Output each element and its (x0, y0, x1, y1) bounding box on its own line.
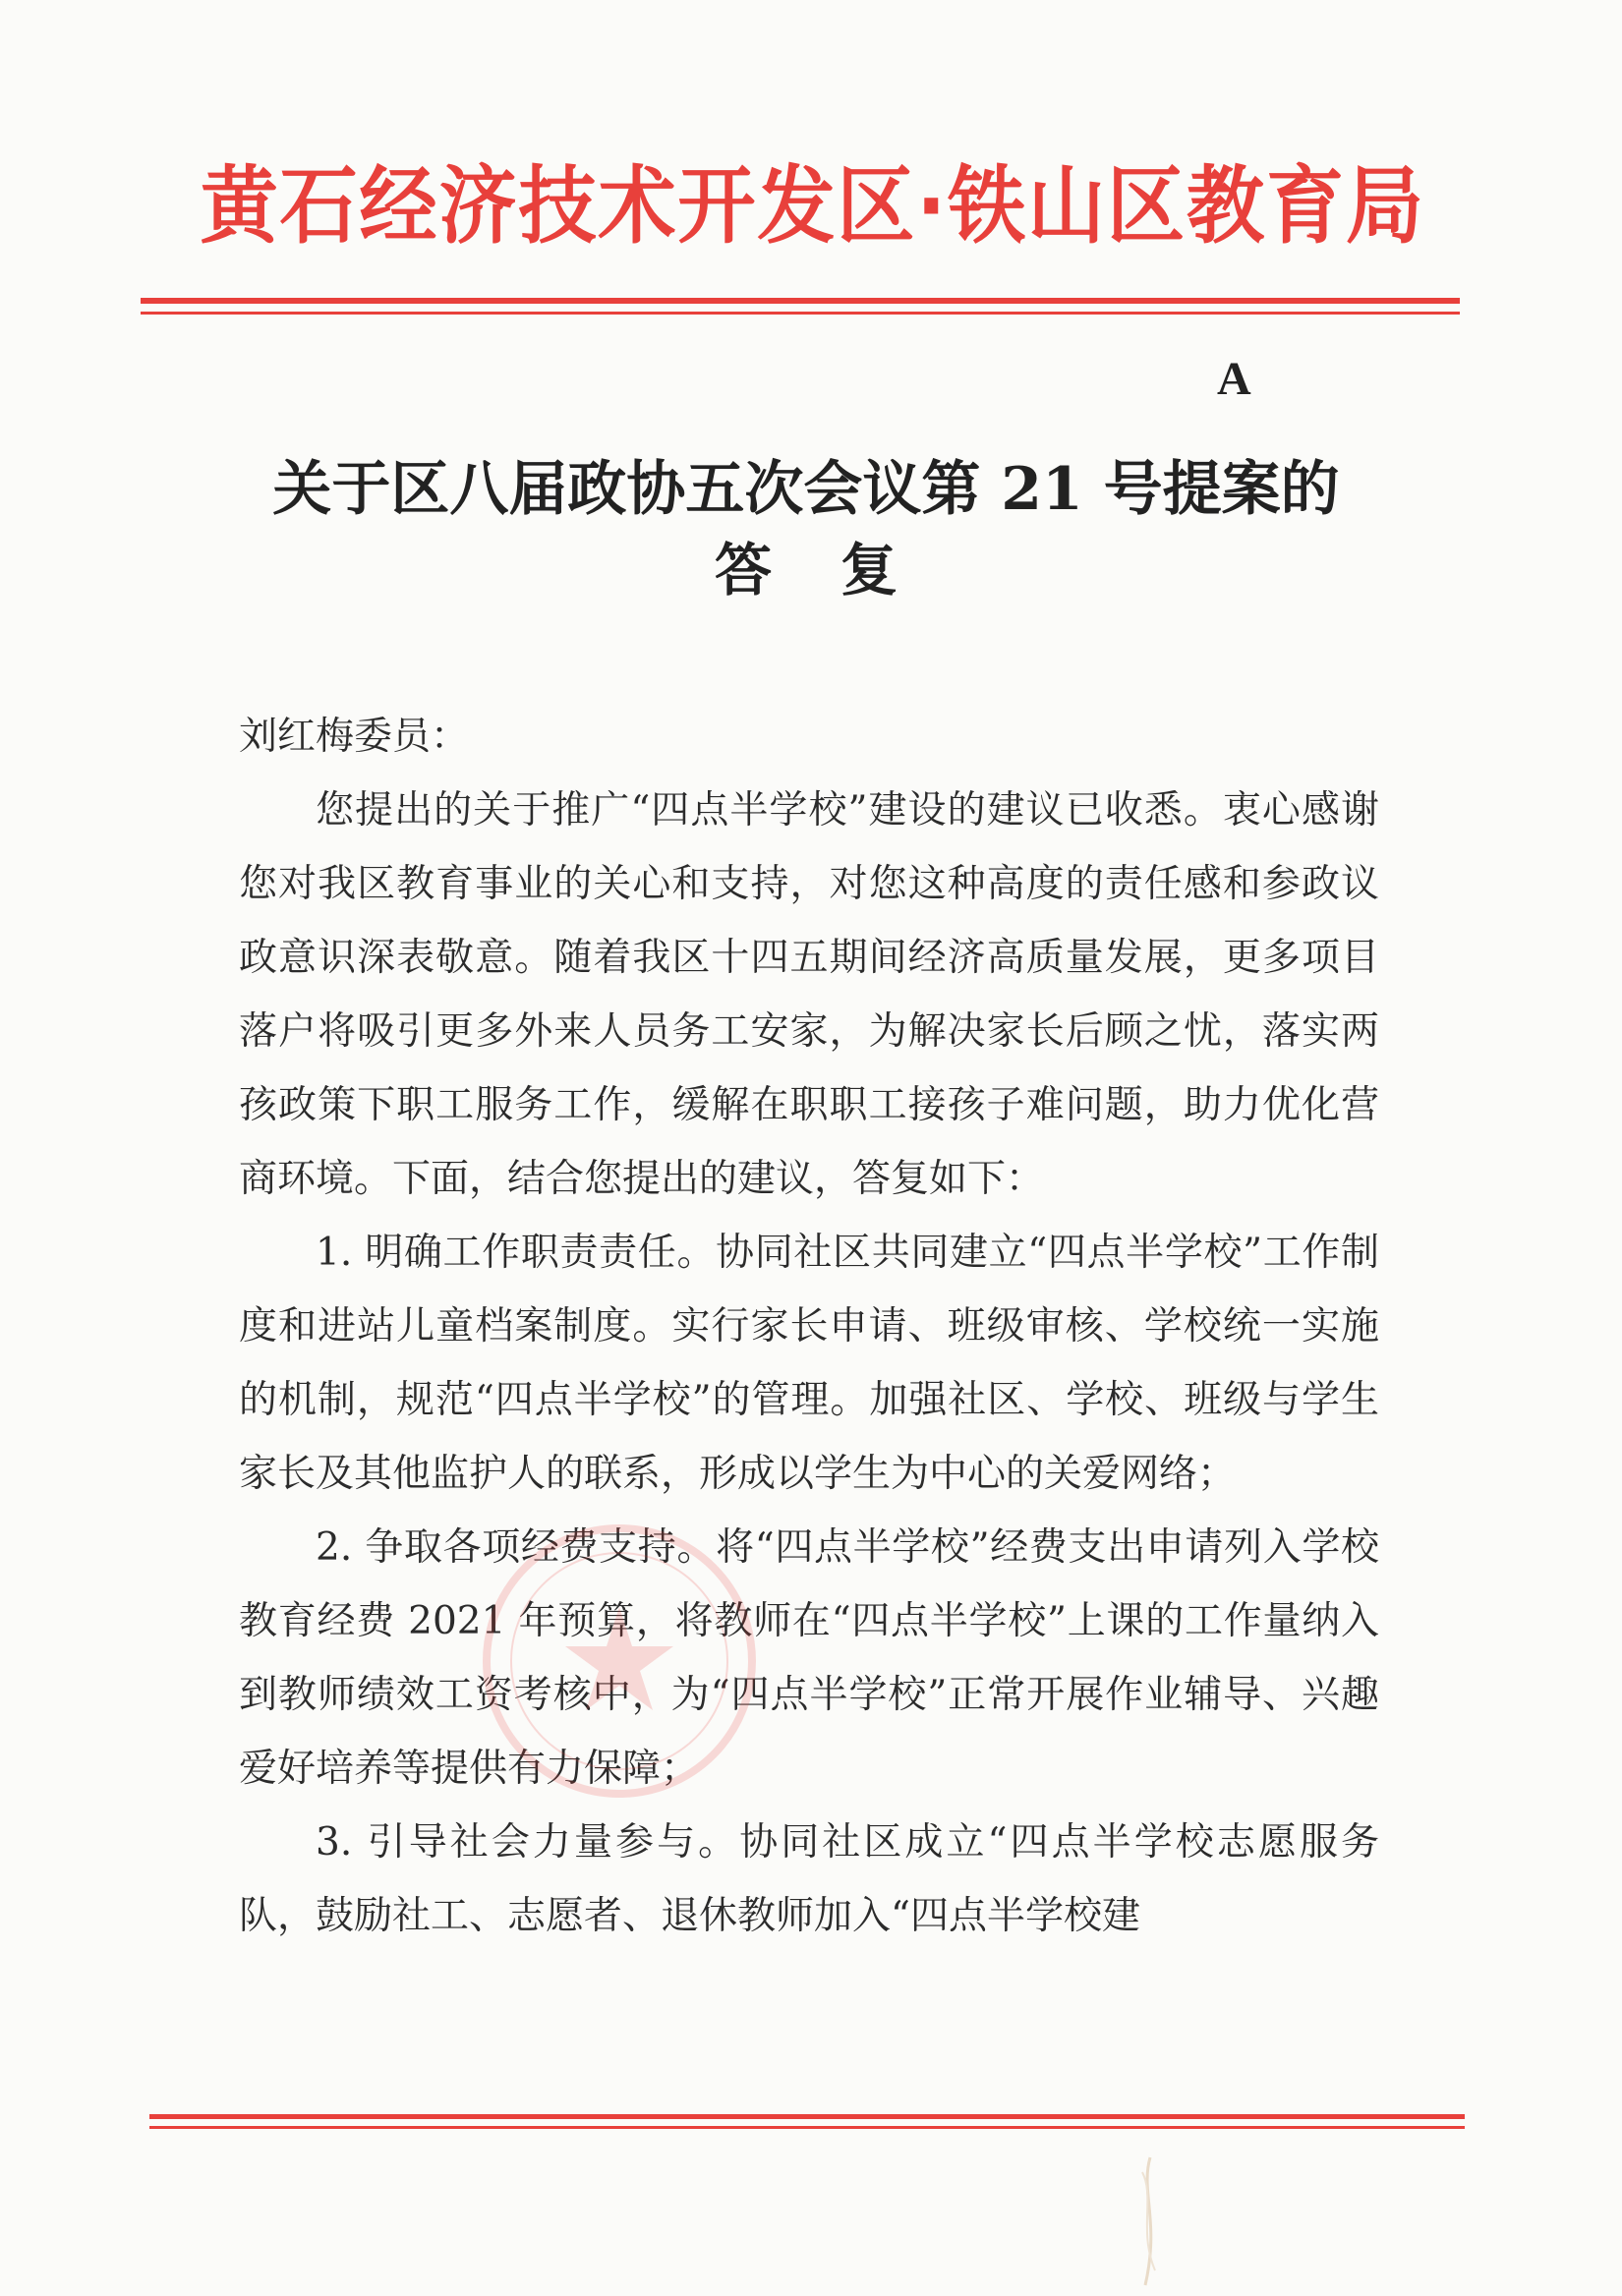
header-thick-rule (141, 298, 1460, 304)
official-seal-icon (472, 1514, 767, 1808)
footer-thick-rule (149, 2114, 1465, 2119)
footer-thin-rule (149, 2126, 1465, 2129)
paragraph-intro: 您提出的关于推广“四点半学校”建设的建议已收悉。衷心感谢您对我区教育事业的关心和支持，对您这种高度的责任感和参政议政意识深表敬意。随着我区十四五期间经济高质量发展，更多项目落户将吸引更多外来人员务工安家，为解决家长后顾之忧，落实两孩政策下职工服务工作，缓解在职职工接孩子难问题，助力优化营商环境。下面，结合您提出的建议，答复如下： (239, 788, 1379, 1201)
salutation: 刘红梅委员： (239, 715, 470, 759)
paragraph-item-3: 3. 引导社会力量参与。协同社区成立“四点半学校志愿服务队，鼓励社工、志愿者、退休教师加入“四点半学校建 (239, 1820, 1379, 1938)
paragraph-item-2: 2. 争取各项经费支持。将“四点半学校”经费支出申请列入学校教育经费 2021 年预算，将教师在“四点半学校”上课的工作量纳入到教师绩效工资考核中，为“四点半学校”正常开展作业辅导、兴趣爱好培养等提供有力保障； (239, 1525, 1379, 1791)
document-title: 关于区八届政协五次会议第 21 号提案的 (272, 455, 1340, 524)
paragraph-item-1: 1. 明确工作职责责任。协同社区共同建立“四点半学校”工作制度和进站儿童档案制度。实行家长申请、班级审核、学校统一实施的机制，规范“四点半学校”的管理。加强社区、学校、班级与学生家长及其他监护人的联系，形成以学生为中心的关爱网络； (239, 1231, 1379, 1496)
header-thin-rule (141, 312, 1460, 315)
document-subtitle: 答复 (714, 537, 966, 603)
document-body (239, 700, 1379, 1953)
paper-mark-icon (1121, 2152, 1180, 2290)
classification-grade: A (1217, 353, 1251, 405)
issuer-masthead: 黄石经济技术开发区·铁山区教育局 (200, 157, 1425, 256)
